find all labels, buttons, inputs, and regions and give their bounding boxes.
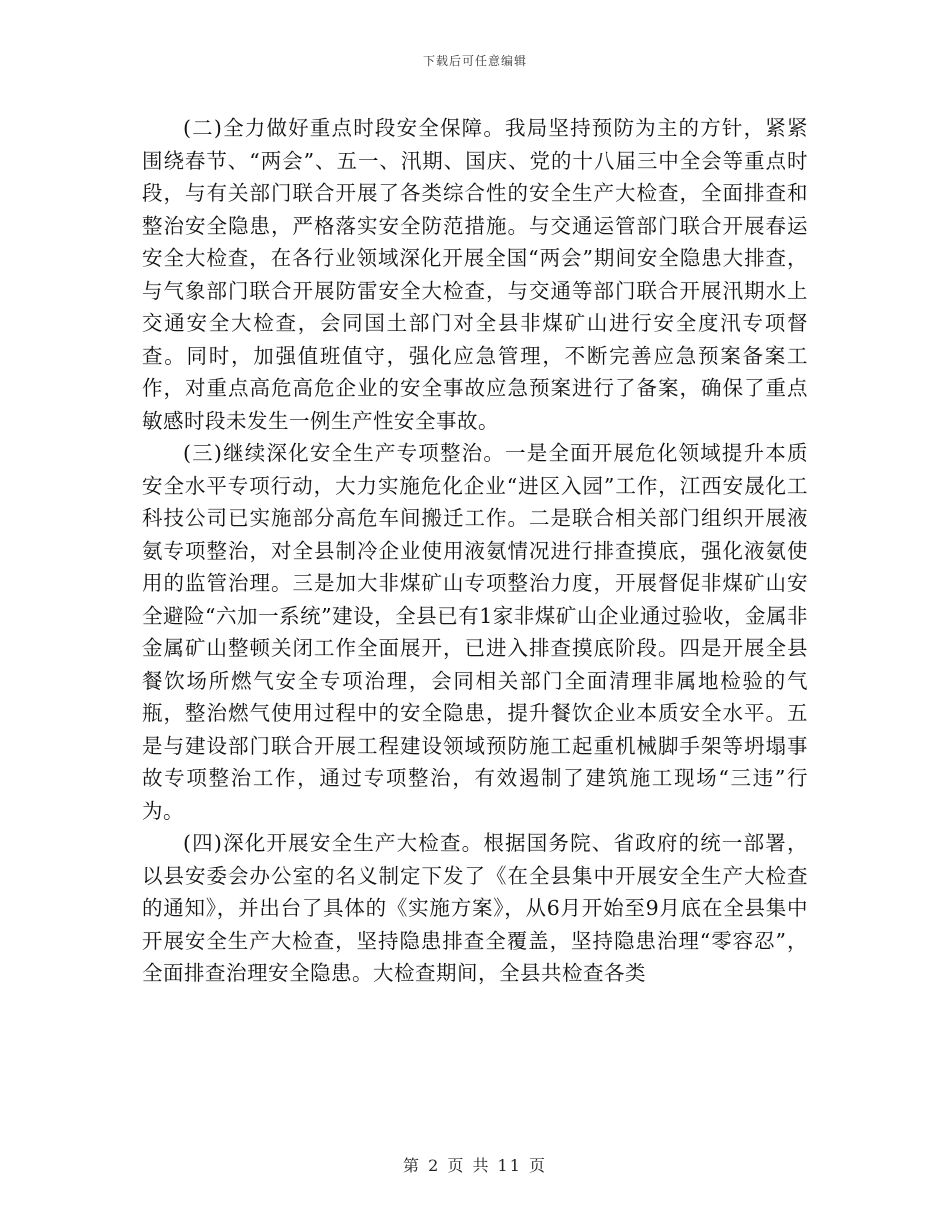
paragraph-special-rectification: (三)继续深化安全生产专项整治。一是全面开展危化领域提升本质安全水平专项行动，大力实施危化企业“进区入园”工作，江西安晟化工科技公司已实施部分高危车间搬迁工作。二是联合相关部门组织开展液氨专项整治，对全县制冷企业使用液氨情况进行排查摸底，强化液氨使用的监管治理。三是加大非煤矿山专项整治力度，开展督促非煤矿山安全避险“六加一系统”建设，全县已有1家非煤矿山企业通过验收，金属非金属矿山整顿关闭工作全面展开，已进入排查摸底阶段。四是开展全县餐饮场所燃气安全专项治理，会同相关部门全面清理非属地检验的气瓶，整治燃气使用过程中的安全隐患，提升餐饮企业本质安全水平。五是与建设部门联合开展工程建设领域预防施工起重机械脚手架等坍塌事故专项整治工作，通过专项整治，有效遏制了建筑施工现场“三违”行为。 — [142, 441, 808, 823]
paragraph-key-period-safety: (二)全力做好重点时段安全保障。我局坚持预防为主的方针，紧紧围绕春节、“两会”、五一、汛期、国庆、党的十八届三中全会等重点时段，与有关部门联合开展了各类综合性的安全生产大检查，全面排查和整治安全隐患，严格落实安全防范措施。与交通运管部门联合开展春运安全大检查，在各行业领域深化开展全国“两会”期间安全隐患大排查，与气象部门联合开展防雷安全大检查，与交通等部门联合开展汛期水上交通安全大检查，会同国土部门对全县非煤矿山进行安全度汛专项督查。同时，加强值班值守，强化应急管理，不断完善应急预案备案工作，对重点高危高危企业的安全事故应急预案进行了备案，确保了重点敏感时段未发生一例生产性安全事故。 — [142, 116, 808, 433]
page-number: 第 2 页 共 11 页 — [403, 1156, 547, 1175]
page-header-note: 下载后可任意编辑 — [422, 54, 527, 68]
paragraph-major-inspection: (四)深化开展安全生产大检查。根据国务院、省政府的统一部署，以县安委会办公室的名义制定下发了《在全县集中开展安全生产大检查的通知》，并出台了具体的《实施方案》，从6月开始至9月底在全县集中开展安全生产大检查，坚持隐患排查全覆盖，坚持隐患治理“零容忍”，全面排查治理安全隐患。大检查期间，全县共检查各类 — [142, 831, 808, 985]
document-body — [142, 112, 808, 990]
